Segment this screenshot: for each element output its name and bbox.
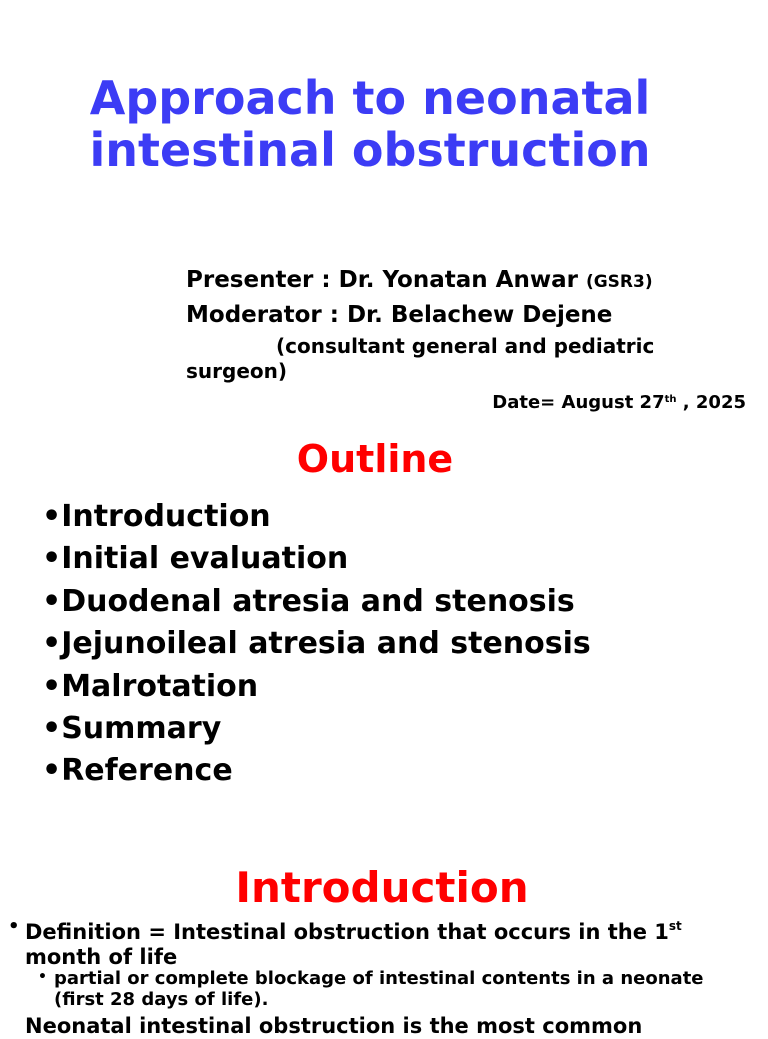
outline-heading: Outline bbox=[296, 437, 454, 481]
outline-item bbox=[42, 538, 591, 580]
date-year: , 2025 bbox=[682, 392, 746, 413]
outline-item-label: Introduction bbox=[61, 499, 271, 534]
moderator-name: Moderator : Dr. Belachew Dejene bbox=[186, 302, 613, 328]
outline-item-label: Initial evaluation bbox=[61, 541, 349, 577]
next-point-item bbox=[8, 1014, 748, 1038]
presentation-title bbox=[0, 72, 740, 176]
bullet-icon: • bbox=[42, 583, 62, 619]
moderator-role: (consultant general and pediatric surgeon) bbox=[186, 334, 655, 383]
title-line-2: intestinal obstruction bbox=[89, 123, 651, 177]
definition-end: month of life bbox=[25, 945, 178, 969]
outline-item bbox=[42, 496, 591, 538]
outline-list bbox=[42, 496, 591, 793]
bullet-icon: • bbox=[42, 499, 62, 534]
bullet-icon: • bbox=[42, 668, 62, 704]
moderator-line bbox=[186, 299, 746, 332]
definition-sup: st bbox=[668, 919, 682, 933]
outline-item bbox=[42, 708, 591, 750]
bullet-icon: • bbox=[42, 753, 62, 789]
outline-item bbox=[42, 750, 591, 792]
presenter-name: Presenter : Dr. Yonatan Anwar bbox=[186, 267, 578, 293]
definition-sub-text: partial or complete blockage of intestinal contents in a neonate (first 28 days of life). bbox=[54, 968, 704, 1010]
outline-item-label: Summary bbox=[61, 711, 222, 747]
next-point-text: Neonatal intestinal obstruction is the most common bbox=[25, 1014, 643, 1038]
bullet-icon: • bbox=[42, 541, 62, 577]
outline-item bbox=[42, 666, 591, 708]
definition-main: Definition = Intestinal obstruction that occurs in the 1 bbox=[25, 920, 669, 944]
bullet-icon: • bbox=[42, 711, 62, 747]
outline-item bbox=[42, 623, 591, 665]
presentation-date bbox=[492, 388, 746, 415]
bullet-icon: • bbox=[8, 916, 20, 937]
definition-text bbox=[8, 914, 748, 970]
introduction-heading: Introduction bbox=[235, 863, 529, 912]
definition-item bbox=[8, 914, 748, 970]
presenter-block bbox=[186, 264, 746, 384]
bullet-icon: • bbox=[42, 626, 62, 662]
outline-item-label: Jejunoileal atresia and stenosis bbox=[61, 626, 591, 662]
outline-item-label: Malrotation bbox=[61, 668, 259, 704]
outline-item-label: Duodenal atresia and stenosis bbox=[61, 583, 575, 619]
date-prefix: Date= August 27 bbox=[492, 392, 665, 413]
outline-item-label: Reference bbox=[61, 753, 233, 789]
title-line-1: Approach to neonatal bbox=[89, 71, 651, 125]
presenter-tag: (GSR3) bbox=[585, 272, 653, 292]
date-suffix: th bbox=[664, 394, 677, 405]
outline-item bbox=[42, 581, 591, 623]
bullet-icon: • bbox=[38, 969, 47, 985]
definition-sub-item bbox=[38, 968, 758, 1010]
presenter-line bbox=[186, 264, 746, 299]
